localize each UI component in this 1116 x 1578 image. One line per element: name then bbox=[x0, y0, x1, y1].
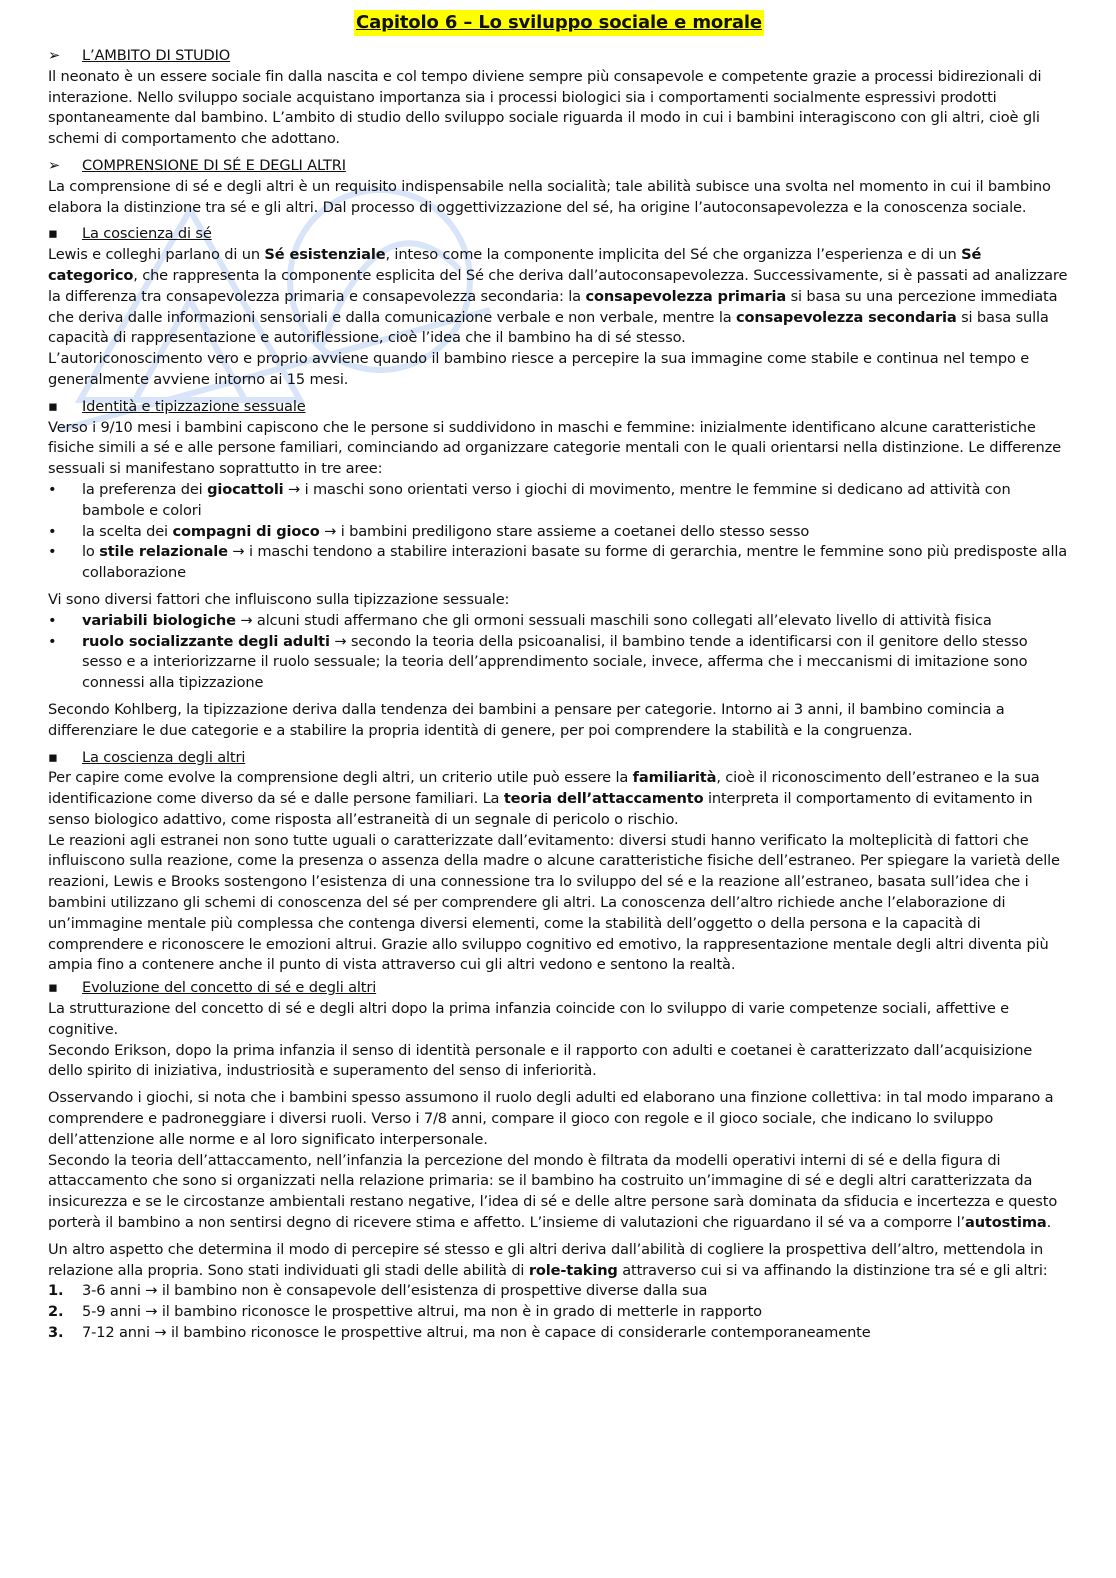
list-item: 2. 5-9 anni → il bambino riconosce le prospettive altrui, ma non è in grado di metterle in rapporto bbox=[48, 1303, 762, 1321]
list-item: • variabili biologiche → alcuni studi affermano che gli ormoni sessuali maschili sono collegati all’elevato livello di attività fisica bbox=[48, 611, 1070, 632]
areas-list bbox=[48, 480, 1070, 584]
list-item: • la scelta dei compagni di gioco → i bambini prediligono stare assieme a coetanei dello stesso sesso bbox=[48, 522, 1070, 543]
square-bullet-icon: ▪ bbox=[48, 225, 58, 243]
list-item: 3. 7-12 anni → il bambino riconosce le prospettive altrui, ma non è capace di considerarle contemporaneamente bbox=[48, 1324, 871, 1342]
square-bullet-icon: ▪ bbox=[48, 397, 58, 415]
paragraph: Per capire come evolve la comprensione degli altri, un criterio utile può essere la familiarità, cioè il riconoscimento dell’estraneo e la sua identificazione come diverso da sé e dalle persone familiari. La teoria dell’attaccamento interpreta il comportamento di evitamento in senso biologico adattivo, come risposta all’estraneità di un segnale di pericolo o rischio. bbox=[48, 769, 1040, 828]
bullet-icon: • bbox=[48, 480, 57, 498]
section-heading-comprensione: ➢ COMPRENSIONE DI SÉ E DEGLI ALTRI bbox=[48, 156, 1070, 177]
bullet-icon: • bbox=[48, 543, 57, 561]
paragraph: Verso i 9/10 mesi i bambini capiscono che le persone si suddividono in maschi e femmine: inizialmente identificano alcune caratteristiche fisiche simili a sé e alle persone familiari, cominciando ad organizzare categorie mentali con le quali orientarsi nella distinzione. Le differenze sessuali si manifestano soprattutto in tre aree: bbox=[48, 418, 1061, 478]
chapter-title: Capitolo 6 – Lo sviluppo sociale e morale bbox=[354, 10, 764, 36]
bullet-icon: • bbox=[48, 611, 57, 629]
paragraph: La comprensione di sé e degli altri è un requisito indispensabile nella socialità; tale abilità subisce una svolta nel momento in cui il bambino elabora la distinzione tra sé e gli altri. Dal processo di oggettivizzazione del sé, ha origine l’autoconsapevolezza e la conoscenza sociale. bbox=[48, 177, 1051, 216]
square-bullet-icon: ▪ bbox=[48, 979, 58, 997]
bullet-icon: • bbox=[48, 632, 57, 650]
paragraph: Secondo Kohlberg, la tipizzazione deriva dalla tendenza dei bambini a pensare per categorie. Intorno ai 3 anni, il bambino comincia a differenziare le due categorie e a stabilire la propria identità di genere, per poi comprendere la stabilità e la congruenza. bbox=[48, 700, 1005, 739]
paragraph: Osservando i giochi, si nota che i bambini spesso assumono il ruolo degli adulti ed elaborano una finzione collettiva: in tal modo imparano a comprendere e padroneggiare i diversi ruoli. Verso i 7/8 anni, compare il gioco con regole e il gioco sociale, che indicano lo sviluppo dell’attenzione alle norme e al loro significato interpersonale. bbox=[48, 1089, 1054, 1148]
list-item: • la preferenza dei giocattoli → i maschi sono orientati verso i giochi di movimento, mentre le femmine si dedicano ad attività con bambole e colori bbox=[48, 480, 1011, 519]
paragraph: L’autoriconoscimento vero e proprio avviene quando il bambino riesce a percepire la sua immagine come stabile e continua nel tempo e generalmente avviene intorno ai 15 mesi. bbox=[48, 350, 1030, 388]
paragraph: Un altro aspetto che determina il modo di percepire sé stesso e gli altri deriva dall’abilità di cogliere la prospettiva dell’altro, mettendola in relazione alla propria. Sono stati individuati gli stadi delle abilità di role-taking attraverso cui si va affinando la distinzione tra sé e gli altri: bbox=[48, 1240, 1048, 1279]
subsection-heading-identita: ▪ Identità e tipizzazione sessuale bbox=[48, 397, 1070, 418]
paragraph: Vi sono diversi fattori che influiscono sulla tipizzazione sessuale: bbox=[48, 590, 510, 608]
list-item: • ruolo socializzante degli adulti → secondo la teoria della psicoanalisi, il bambino tende a identificarsi con il genitore dello stesso sesso e a interiorizzarne il ruolo sessuale; la teoria dell’apprendimento sociale, invece, afferma che i meccanismi di imitazione sono connessi alla tipizzazione bbox=[48, 632, 1028, 692]
list-item: 1. 3-6 anni → il bambino non è consapevole dell’esistenza di prospettive diverse dalla sua bbox=[48, 1282, 708, 1300]
paragraph: La strutturazione del concetto di sé e degli altri dopo la prima infanzia coincide con lo sviluppo di varie competenze sociali, affettive e cognitive. bbox=[48, 1000, 1009, 1038]
paragraph: Secondo Erikson, dopo la prima infanzia il senso di identità personale e il rapporto con adulti e coetanei è caratterizzato dall’acquisizione dello spirito di iniziativa, industriosità e superamento del senso di inferiorità. bbox=[48, 1041, 1033, 1080]
subsection-heading-coscienza-altri: ▪ La coscienza degli altri bbox=[48, 748, 1070, 769]
arrow-bullet-icon: ➢ bbox=[48, 47, 61, 64]
section-heading-ambito: ➢ L’AMBITO DI STUDIO bbox=[48, 46, 1070, 67]
role-taking-stages-list bbox=[48, 1281, 1070, 1343]
paragraph: Le reazioni agli estranei non sono tutte uguali o caratterizzate dall’evitamento: diversi studi hanno verificato la molteplicità di fattori che influiscono sulla reazione, come la presenza o assenza della madre o alcune caratteristiche fisiche dell’estraneo. Per spiegare la varietà delle reazioni, Lewis e Brooks sostengono l’esistenza di una connessione tra lo sviluppo del sé e la reazione all’estraneo, basata sull’idea che i bambini utilizzano gli schemi di conoscenza del sé per comprendere gli altri. La conoscenza dell’altro richiede anche l’elaborazione di un’immagine mentale più complessa che contenga diversi elementi, come la stabilità dell’oggetto o della persona e la capacità di comprendere e riconoscere le emozioni altrui. Grazie allo sviluppo cognitivo ed emotivo, la rappresentazione mentale degli altri diventa più ampia fino a contenere anche il punto di vista attraverso cui gli altri vedono e sentono la realtà. bbox=[48, 831, 1060, 974]
arrow-bullet-icon: ➢ bbox=[48, 156, 61, 174]
list-item: • lo stile relazionale → i maschi tendono a stabilire interazioni basate su forme di gerarchia, mentre le femmine sono più predisposte alla collaborazione bbox=[48, 543, 1068, 582]
document-content bbox=[48, 10, 1070, 1344]
paragraph: Secondo la teoria dell’attaccamento, nell’infanzia la percezione del mondo è filtrata da modelli operativi interni di sé e della figura di attaccamento che sono si organizzati nella relazione primaria: se il bambino ha costruito un’immagine di sé e degli altri caratterizzata da insicurezza e se le circostanze ambientali restano negative, l’idea di sé e delle altre persone sarà dominata da sfiducia e incertezza e questo porterà il bambino a non sentirsi degno di ricevere stima e affetto. L’insieme di valutazioni che riguardano il sé va a comporre l’autostima. bbox=[48, 1151, 1058, 1232]
square-bullet-icon: ▪ bbox=[48, 748, 58, 766]
bullet-icon: • bbox=[48, 522, 57, 540]
paragraph: Lewis e colleghi parlano di un Sé esistenziale, inteso come la componente implicita del Sé che organizza l’esperienza e di un Sé categorico, che rappresenta la componente esplicita del Sé che deriva dall’autoconsapevolezza. Successivamente, si è passati ad analizzare la differenza tra consapevolezza primaria e consapevolezza secondaria: la consapevolezza primaria si basa su una percezione immediata che deriva dalle informazioni sensoriali e dalla comunicazione verbale e non verbale, mentre la consapevolezza secondaria si basa sulla capacità di rappresentazione e autoriflessione, cioè l’idea che il bambino ha di sé stesso. bbox=[48, 246, 1068, 347]
paragraph: Il neonato è un essere sociale fin dalla nascita e col tempo diviene sempre più consapevole e competente grazie a processi bidirezionali di interazione. Nello sviluppo sociale acquistano importanza sia i processi biologici sia i comportamenti socialmente espressivi prodotti spontaneamente dal bambino. L’ambito di studio dello sviluppo sociale riguarda il modo in cui i bambini interagiscono con gli altri, cioè gli schemi di comportamento che adottano. bbox=[48, 67, 1042, 148]
subsection-heading-evoluzione: ▪ Evoluzione del concetto di sé e degli altri bbox=[48, 978, 1070, 999]
subsection-heading-coscienza-se: ▪ La coscienza di sé bbox=[48, 224, 1070, 245]
factors-list bbox=[48, 611, 1070, 694]
